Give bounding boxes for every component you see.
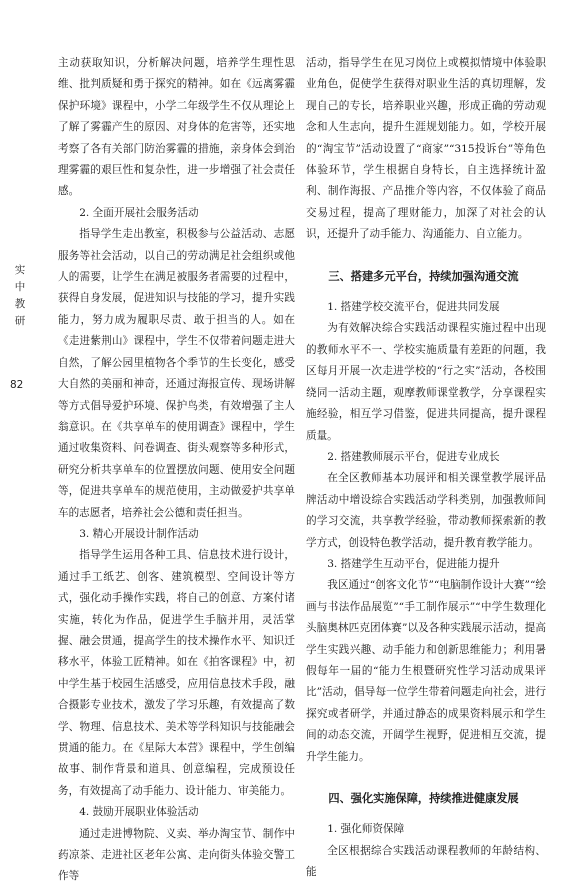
subheading: 3. 精心开展设计制作活动: [79, 527, 199, 540]
subheading: 4. 鼓励开展职业体验活动: [79, 806, 199, 819]
subheading: 2. 全面开展社会服务活动: [79, 206, 199, 219]
paragraph: 通过走进博物院、义卖、举办淘宝节、制作中药凉茶、走进社区老年公寓、走向街头体验交警工作等: [58, 827, 295, 883]
subheading: 1. 强化师资保障: [327, 823, 405, 836]
paragraph: 指导学生运用各种工具、信息技术进行设计，通过手工纸艺、创客、建筑模型、空间设计等方式，强化动手操作实践，将自己的创意、方案付诸实施，转化为作品，促进学生手脑并用，灵活掌握、融会贯通，提高学生的技术操作水平、知识迁移水平，体验工匠精神。如在《拍客课程》中，初中学生基于校园生活感受，应用信息技术手段，融合摄影专业技术，激发了学习乐趣，有效提高了数学、物理、信息技术、美术等学科知识与技能融会贯通的能力。在《星际大本营》课程中，学生创编故事、制作背景和道具、创意编程，完成预设任务，有效提高了动手能力、设计能力、审美能力。: [58, 549, 295, 797]
sidebar-char: 实: [14, 264, 26, 276]
section-heading: 三、搭建多元平台，持续加强沟通交流: [328, 268, 519, 283]
paragraph: 全区根据综合实践活动课程教师的年龄结构、能: [306, 844, 546, 879]
page-number: 82: [10, 379, 24, 391]
section-heading: 四、强化实施保障，持续推进健康发展: [328, 791, 519, 805]
paragraph: 主动获取知识，分析解决问题，培养学生理性思维、批判质疑和勇于探究的精神。如在《远离雾霾 保护环境》课程中，小学二年级学生不仅从理论上了解了雾霾产生的原因、对身体的危害等，还实地考察了各有关部门防治雾霾的措施，亲身体会到治理雾霾的艰巨性和复杂性，进一步增强了社会责任感。: [58, 57, 295, 198]
paragraph: 我区通过“创客文化节”“电脑制作设计大赛”“绘画与书法作品展览”“手工制作展示”“中学生数理化头脑奥林匹克团体赛”以及各种实践展示活动，提高学生实践兴趣、动手能力和创新思维能力；利用暑假每年一届的“能力生根暨研究性学习活动成果评比”活动，倡导每一位学生带着问题走向社会，进行探究或者研学，并通过静态的成果资料展示和学生间的动态交流，开阔学生视野，促进相互交流，提升学生能力。: [306, 579, 546, 763]
sidebar-char: 教: [14, 298, 26, 310]
sidebar-char: 中: [14, 281, 26, 293]
subheading: 2. 搭建教师展示平台，促进专业成长: [327, 450, 500, 463]
right-column: [306, 53, 546, 884]
subheading: 3. 搭建学生互动平台，促进能力提升: [327, 557, 500, 570]
left-column: [58, 53, 295, 888]
sidebar-char: 研: [14, 315, 26, 327]
paragraph: 在全区教师基本功展评和相关课堂教学展评品牌活动中增设综合实践活动学科类别，加强教师间的学习交流，共享教学经验，带动教师探索新的教学方式，创设特色教学活动，提升教育教学能力。: [306, 472, 546, 549]
paragraph: 活动，指导学生在见习岗位上或模拟情境中体验职业角色，促使学生获得对职业生活的真切理解，发现自己的专长，培养职业兴趣，形成正确的劳动观念和人生志向，提升生涯规划能力。如，学校开展的“淘宝节”活动设置了“商家”“315投诉台”等角色体验环节，学生根据自身特长，自主选择统计盈利、制作海报、产品推介等内容，不仅体验了商品交易过程，提高了理财能力，加深了对社会的认识，还提升了动手能力、沟通能力、自立能力。: [306, 57, 546, 241]
subheading: 1. 搭建学校交流平台，促进共同发展: [327, 301, 500, 314]
paragraph: 为有效解决综合实践活动课程实施过程中出现的教师水平不一、学校实施质量有差距的问题，我区每月开展一次走进学校的“行之实”活动，各校围绕同一活动主题，观摩教师课堂教学，分享课程实施经验，相互学习借鉴，促进共同提高，提升课程质量。: [306, 322, 546, 442]
paragraph: 指导学生走出教室，积极参与公益活动、志愿服务等社会活动，以自己的劳动满足社会组织或他人的需要，让学生在满足被服务者需要的过程中，获得自身发展，促进知识与技能的学习，提升实践能力，努力成为履职尽责、敢于担当的人。如在《走进紫荆山》课程中，学生不仅带着问题走进大自然，了解公园里植物各个季节的生长变化，感受大自然的美丽和神奇，还通过海报宣传、现场讲解等方式倡导爱护环境、保护鸟类，有效增强了主人翁意识。在《共享单车的使用调查》课程中，学生通过收集资料、问卷调查、街头观察等多种形式，研究分析共享单车的位置摆放问题、使用安全问题等，促进共享单车的规范使用，主动做爱护共享单车的志愿者，培养社会公德和责任担当。: [58, 228, 295, 519]
sidebar-running-title: [9, 262, 31, 330]
